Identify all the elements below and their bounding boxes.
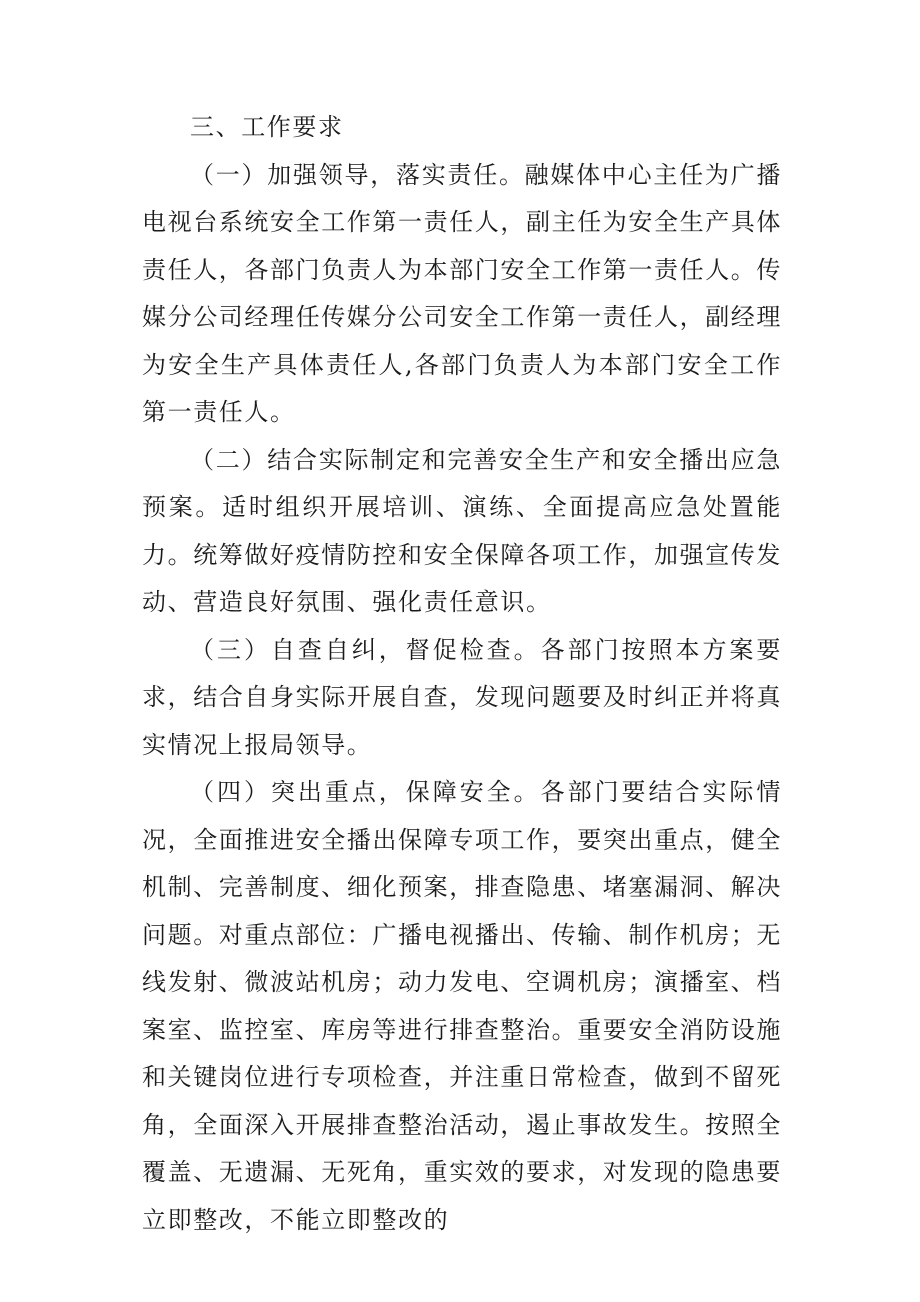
paragraph-2: （二）结合实际制定和完善安全生产和安全播出应急预案。适时组织开展培训、演练、全面提高应急处置能力。统筹做好疫情防控和安全保障各项工作，加强宣传发动、营造良好氛围、强化责任意识。 <box>142 445 782 616</box>
document-body <box>142 104 782 1244</box>
paragraph-4: （四）突出重点，保障安全。各部门要结合实际情况，全面推进安全播出保障专项工作，要突出重点，健全机制、完善制度、细化预案，排查隐患、堵塞漏洞、解决问题。对重点部位：广播电视播出、传输、制作机房；无线发射、微波站机房；动力发电、空调机房；演播室、档案室、监控室、库房等进行排查整治。重要安全消防设施和关键岗位进行专项检查，并注重日常检查，做到不留死角，全面深入开展排查整治活动，遏止事故发生。按照全覆盖、无遗漏、无死角，重实效的要求，对发现的隐患要立即整改，不能立即整改的 <box>142 778 782 1234</box>
paragraph-3: （三）自查自纠，督促检查。各部门按照本方案要求，结合自身实际开展自查，发现问题要及时纠正并将真实情况上报局领导。 <box>142 635 782 759</box>
paragraph-1: （一）加强领导，落实责任。融媒体中心主任为广播电视台系统安全工作第一责任人，副主任为安全生产具体责任人，各部门负责人为本部门安全工作第一责任人。传媒分公司经理任传媒分公司安全工作第一责任人，副经理为安全生产具体责任人,各部门负责人为本部门安全工作第一责任人。 <box>142 160 782 426</box>
section-heading: 三、工作要求 <box>190 113 344 141</box>
